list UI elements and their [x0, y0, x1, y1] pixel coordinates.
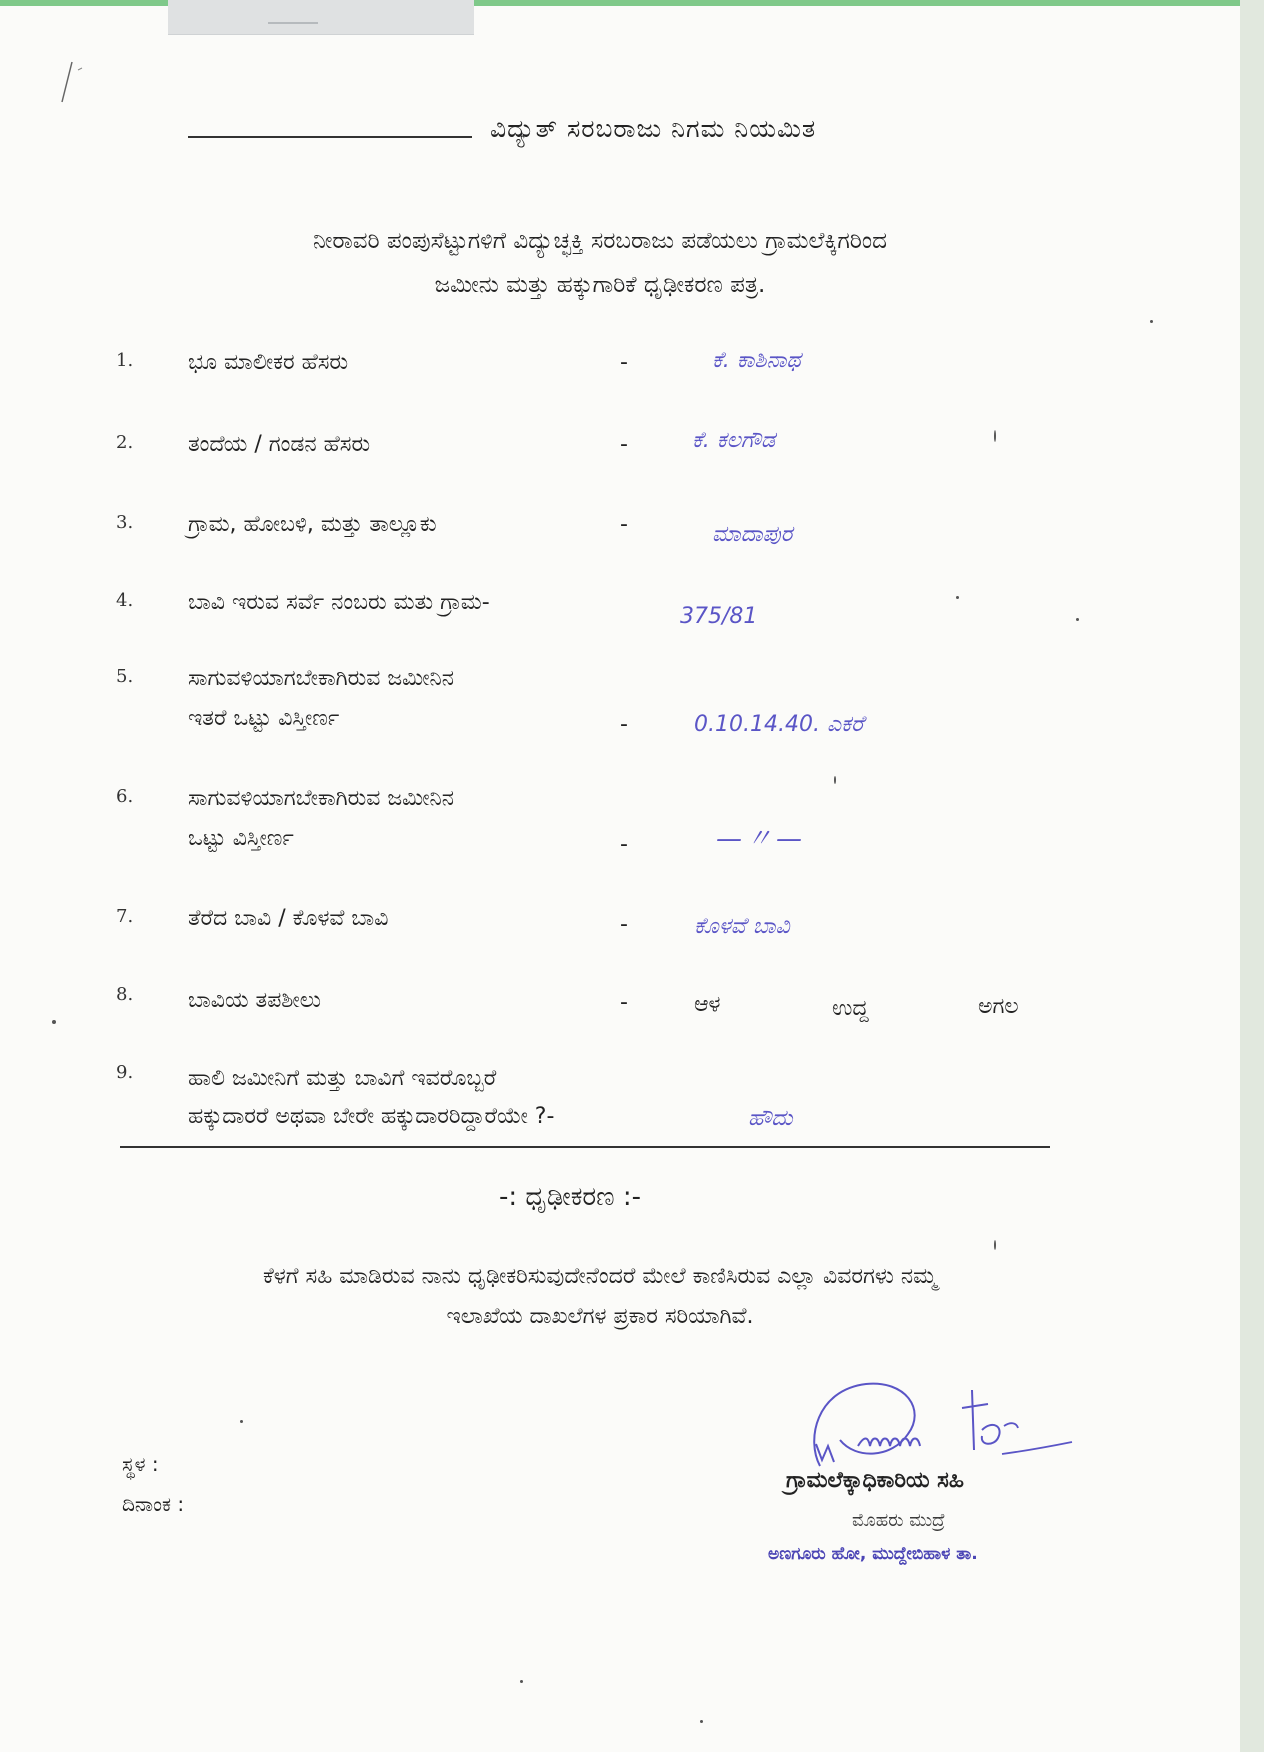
signature-title: ಗ್ರಾಮಲೆಕ್ಕಾಧಿಕಾರಿಯ ಸಹಿ [786, 1468, 964, 1493]
item-number: 7. [116, 906, 134, 927]
item-number: 4. [116, 590, 134, 611]
item-number: 5. [116, 666, 134, 687]
company-title: ವಿದ್ಯುತ್ ಸರಬರಾಜು ನಿಗಮ ನಿಯಮಿತ [490, 114, 817, 143]
section-divider [120, 1146, 1050, 1148]
item-label-well-type: ತೆರೆದ ಬಾವಿ / ಕೊಳವೆ ಬಾವಿ [188, 906, 389, 931]
item-label-rights-holder: ಹಾಲಿ ಜಮೀನಿಗೆ ಮತ್ತು ಬಾವಿಗೆ ಇವರೊಬ್ಬರೆ [188, 1066, 497, 1091]
item-separator: - [620, 712, 628, 737]
item-label-owner-name: ಭೂ ಮಾಲೀಕರ ಹೆಸರು [188, 350, 349, 375]
item-separator: - [620, 990, 628, 1015]
item-value-owner-name: ಕೆ. ಕಾಶಿನಾಥ [712, 348, 801, 373]
scan-speck [834, 776, 836, 784]
well-length-label: ಉದ್ದ [832, 996, 869, 1021]
form-heading-line2: ಜಮೀನು ಮತ್ತು ಹಕ್ಕುಗಾರಿಕೆ ಧೃಢೀಕರಣ ಪತ್ರ. [434, 272, 766, 298]
scan-speck [240, 1420, 243, 1423]
item-separator: - [620, 512, 628, 537]
item-value-survey-number: 375/81 [680, 604, 758, 629]
well-depth-label: ಆಳ [694, 992, 721, 1017]
item-value-other-area: 0.10.14.40. ಎಕರೆ [694, 712, 864, 737]
stamp-seal-label: ಮೊಹರು ಮುದ್ರೆ [852, 1510, 946, 1531]
item-label-total-area: ಸಾಗುವಳಿಯಾಗಬೇಕಾಗಿರುವ ಜಮೀನಿನ [188, 786, 455, 811]
item-label-father-name: ತಂದೆಯ / ಗಂಡನ ಹೆಸರು [188, 432, 371, 457]
scan-speck [1076, 618, 1079, 621]
certification-text-line2: ಇಲಾಖೆಯ ದಾಖಲೆಗಳ ಪ್ರಕಾರ ಸರಿಯಾಗಿವೆ. [446, 1304, 754, 1329]
company-name-blank-line [188, 136, 472, 138]
item-number: 2. [116, 432, 134, 453]
office-stamp: ಅಣಗೂರು ಹೋ, ಮುದ್ದೇಬಿಹಾಳ ತಾ. [768, 1544, 978, 1564]
item-number: 9. [116, 1062, 134, 1083]
item-separator: - [620, 832, 628, 857]
item-label-survey-number: ಬಾವಿ ಇರುವ ಸರ್ವೆ ನಂಬರು ಮತು ಗ್ರಾಮ- [188, 590, 490, 615]
item-label-other-area: ಸಾಗುವಳಿಯಾಗಬೇಕಾಗಿರುವ ಜಮೀನಿನ [188, 666, 455, 691]
certification-title: -: ಧೃಢೀಕರಣ :- [498, 1182, 642, 1212]
well-width-label: ಅಗಲ [978, 994, 1019, 1019]
item-number: 3. [116, 512, 134, 533]
item-number: 6. [116, 786, 134, 807]
form-heading-line1: ನೀರಾವರಿ ಪಂಪುಸೆಟ್ಟುಗಳಿಗೆ ವಿದ್ಯುಚ್ಛಕ್ತಿ ಸರಬರಾಜು ಪಡೆಯಲು ಗ್ರಾಮಲೆಕ್ಕಿಗರಿಂದ [313, 228, 887, 254]
scan-speck [956, 596, 959, 599]
scan-border-right [1240, 0, 1264, 1752]
scan-speck [994, 1240, 996, 1250]
item-value-rights-holder: ಹೌದು [748, 1106, 793, 1131]
item-label-rights-holder-2: ಹಕ್ಕುದಾರರೆ ಅಥವಾ ಬೇರೇ ಹಕ್ಕುದಾರರಿದ್ದಾರೆಯೇ ?- [188, 1104, 555, 1129]
item-number: 1. [116, 350, 134, 371]
certification-text-line1: ಕೆಳಗೆ ಸಹಿ ಮಾಡಿರುವ ನಾನು ಧೃಢೀಕರಿಸುವುದೇನೆಂದರೆ ಮೇಲೆ ಕಾಣಿಸಿರುವ ಎಲ್ಲಾ ವಿವರಗಳು ನಮ್ಮ [263, 1264, 937, 1289]
date-label: ದಿನಾಂಕ : [122, 1492, 185, 1516]
item-separator: - [620, 912, 628, 937]
scan-speck [52, 1020, 56, 1024]
scan-speck [994, 430, 996, 442]
tape-strip [168, 0, 474, 35]
scan-speck [520, 1680, 523, 1683]
item-label-well-details: ಬಾವಿಯ ತಪಶೀಲು [188, 988, 321, 1013]
pencil-mark [58, 58, 88, 108]
scan-speck [700, 1720, 703, 1723]
item-label-other-area-2: ಇತರೆ ಒಟ್ಟು ವಿಸ್ತೀರ್ಣ [188, 706, 340, 731]
item-value-father-name: ಕೆ. ಕಲಗೌಡ [692, 428, 776, 453]
item-label-village: ಗ್ರಾಮ, ಹೋಬಳಿ, ಮತ್ತು ತಾಲ್ಲೂಕು [188, 512, 437, 537]
item-separator: - [620, 432, 628, 457]
item-number: 8. [116, 984, 134, 1005]
item-label-total-area-2: ಒಟ್ಟು ವಿಸ್ತೀರ್ಣ [188, 826, 294, 851]
item-value-total-area: —〃— [716, 824, 807, 854]
signature [796, 1370, 1076, 1480]
item-value-village: ಮಾದಾಪುರ [712, 522, 793, 547]
item-value-well-type: ಕೊಳವೆ ಬಾವಿ [694, 914, 790, 939]
place-label: ಸ್ಥಳ : [122, 1452, 159, 1476]
item-separator: - [620, 350, 628, 375]
tape-mark [268, 22, 318, 24]
scan-speck [1150, 320, 1153, 323]
